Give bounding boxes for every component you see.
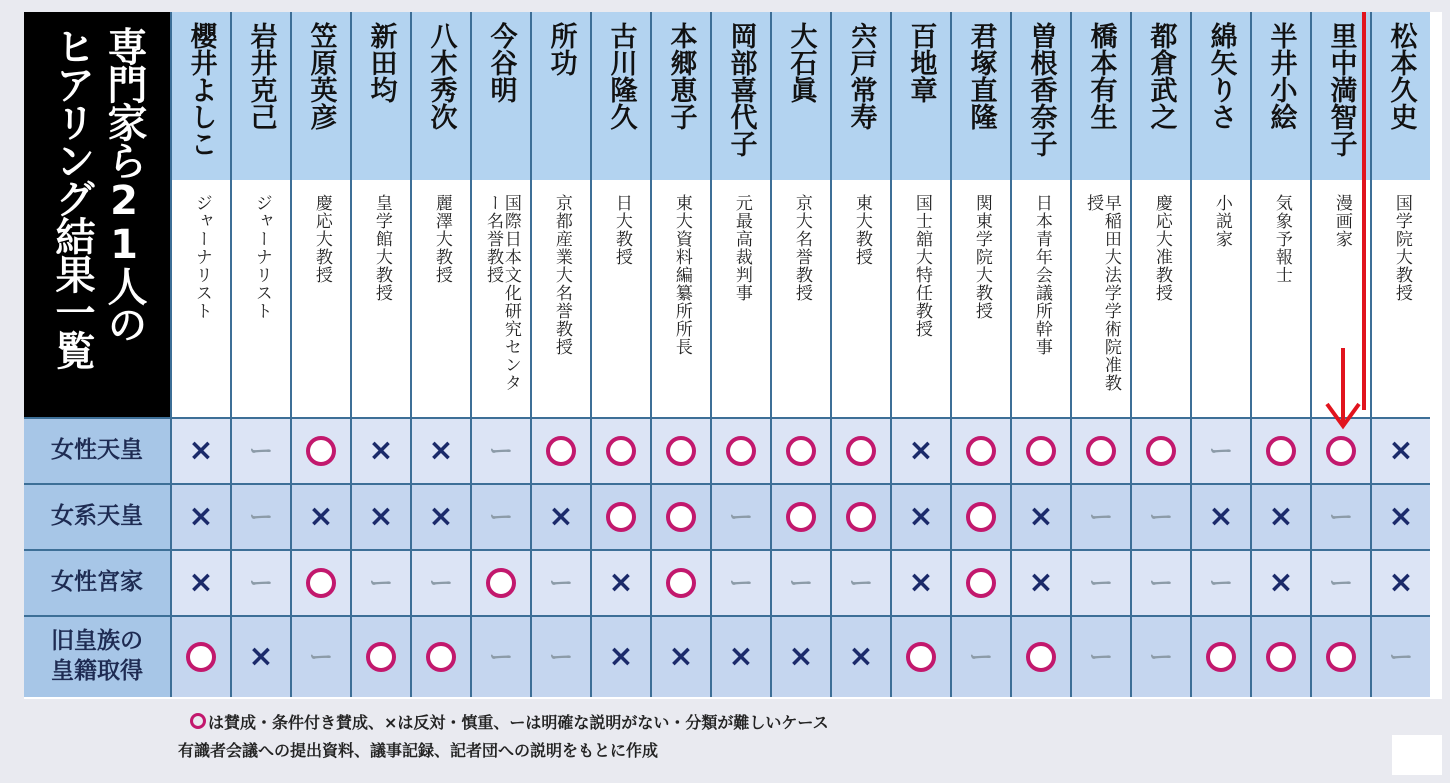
vote-cell bbox=[530, 417, 590, 483]
expert-name: 半井小絵 bbox=[1265, 22, 1297, 130]
unclear-dash-icon: ー bbox=[249, 503, 273, 531]
unclear-dash-icon: ー bbox=[489, 437, 513, 465]
approve-circle-icon bbox=[1026, 436, 1056, 466]
vote-cell bbox=[1070, 483, 1130, 549]
unclear-dash-icon: ー bbox=[309, 643, 333, 671]
vote-cell bbox=[470, 483, 530, 549]
unclear-dash-icon: ー bbox=[1329, 503, 1353, 531]
name-header-cell bbox=[230, 12, 290, 180]
vote-cell bbox=[890, 483, 950, 549]
approve-circle-icon bbox=[966, 502, 996, 532]
oppose-cross-icon: × bbox=[728, 639, 754, 674]
oppose-cross-icon: × bbox=[368, 433, 394, 468]
approve-circle-icon bbox=[786, 502, 816, 532]
oppose-cross-icon: × bbox=[1268, 499, 1294, 534]
role-header-cell bbox=[590, 180, 650, 418]
oppose-cross-icon: × bbox=[608, 565, 634, 600]
oppose-cross-icon: × bbox=[788, 639, 814, 674]
approve-circle-icon bbox=[186, 642, 216, 672]
oppose-cross-icon: × bbox=[1268, 565, 1294, 600]
oppose-cross-icon: × bbox=[308, 499, 334, 534]
expert-name: 所功 bbox=[545, 22, 577, 76]
role-header-cell bbox=[470, 180, 530, 418]
approve-circle-icon bbox=[1146, 436, 1176, 466]
vote-cell bbox=[1250, 615, 1310, 697]
expert-role: 気象予報士 bbox=[1271, 194, 1292, 284]
expert-name: 里中満智子 bbox=[1325, 22, 1357, 157]
expert-name: 八木秀次 bbox=[425, 22, 457, 130]
row-label: 女性宮家 bbox=[24, 549, 170, 615]
vote-cell bbox=[1370, 549, 1430, 615]
vote-cell bbox=[1190, 483, 1250, 549]
vote-cell bbox=[410, 615, 470, 697]
name-header-cell bbox=[530, 12, 590, 180]
expert-role: 麗澤大教授 bbox=[431, 194, 452, 284]
vote-cell bbox=[290, 483, 350, 549]
vote-cell bbox=[710, 417, 770, 483]
vote-cell bbox=[470, 549, 530, 615]
approve-circle-icon bbox=[366, 642, 396, 672]
vote-cell bbox=[410, 417, 470, 483]
role-header-cell bbox=[1130, 180, 1190, 418]
unclear-dash-icon: ー bbox=[849, 569, 873, 597]
vote-cell bbox=[530, 549, 590, 615]
expert-role: ジャーナリスト bbox=[191, 194, 212, 320]
name-header-cell bbox=[1190, 12, 1250, 180]
vote-cell bbox=[1250, 417, 1310, 483]
vote-cell bbox=[1010, 615, 1070, 697]
role-header-cell bbox=[770, 180, 830, 418]
approve-circle-icon bbox=[1326, 436, 1356, 466]
expert-name: 百地章 bbox=[905, 22, 937, 103]
vote-cell bbox=[1310, 615, 1370, 697]
vote-cell bbox=[170, 417, 230, 483]
approve-circle-icon bbox=[1266, 642, 1296, 672]
vote-cell bbox=[950, 615, 1010, 697]
role-header-cell bbox=[710, 180, 770, 418]
approve-circle-icon bbox=[1326, 642, 1356, 672]
expert-name: 岩井克己 bbox=[245, 22, 277, 130]
approve-circle-icon bbox=[966, 436, 996, 466]
role-header-cell bbox=[830, 180, 890, 418]
unclear-dash-icon: ー bbox=[369, 569, 393, 597]
oppose-cross-icon: × bbox=[1028, 565, 1054, 600]
vote-cell bbox=[530, 615, 590, 697]
name-header-cell bbox=[1070, 12, 1130, 180]
expert-name: 宍戸常寿 bbox=[845, 22, 877, 130]
vote-cell bbox=[1010, 417, 1070, 483]
oppose-cross-icon: × bbox=[1028, 499, 1054, 534]
approve-circle-icon bbox=[1266, 436, 1296, 466]
vote-cell bbox=[1130, 615, 1190, 697]
unclear-dash-icon: ー bbox=[429, 569, 453, 597]
name-header-cell bbox=[1010, 12, 1070, 180]
vote-cell bbox=[1190, 615, 1250, 697]
oppose-cross-icon: × bbox=[848, 639, 874, 674]
role-header-cell bbox=[290, 180, 350, 418]
role-header-cell bbox=[170, 180, 230, 418]
expert-name: 古川隆久 bbox=[605, 22, 637, 130]
oppose-cross-icon: × bbox=[1208, 499, 1234, 534]
approve-circle-icon bbox=[306, 568, 336, 598]
approve-circle-icon bbox=[846, 502, 876, 532]
row-label: 女性天皇 bbox=[24, 417, 170, 483]
vote-cell bbox=[830, 615, 890, 697]
approve-circle-icon bbox=[606, 436, 636, 466]
expert-role: 東大教授 bbox=[851, 194, 872, 266]
vote-cell bbox=[650, 417, 710, 483]
approve-circle-icon bbox=[546, 436, 576, 466]
vote-cell bbox=[890, 549, 950, 615]
name-header-cell bbox=[830, 12, 890, 180]
vote-cell bbox=[350, 615, 410, 697]
oppose-cross-icon: × bbox=[908, 499, 934, 534]
approve-circle-icon bbox=[846, 436, 876, 466]
name-header-cell bbox=[650, 12, 710, 180]
vote-cell bbox=[350, 417, 410, 483]
role-header-cell bbox=[410, 180, 470, 418]
role-header-cell bbox=[890, 180, 950, 418]
oppose-cross-icon: × bbox=[248, 639, 274, 674]
name-header-cell bbox=[470, 12, 530, 180]
expert-role: 元最高裁判事 bbox=[731, 194, 752, 302]
vote-cell bbox=[770, 615, 830, 697]
name-header-cell bbox=[1310, 12, 1370, 180]
unclear-dash-icon: ー bbox=[1089, 569, 1113, 597]
vote-cell bbox=[1310, 483, 1370, 549]
oppose-cross-icon: × bbox=[548, 499, 574, 534]
approve-circle-icon bbox=[486, 568, 516, 598]
expert-role: 皇学館大教授 bbox=[371, 194, 392, 302]
vote-cell bbox=[590, 549, 650, 615]
expert-role: 東大資料編纂所所長 bbox=[671, 194, 692, 356]
approve-circle-icon bbox=[426, 642, 456, 672]
name-header-cell bbox=[770, 12, 830, 180]
expert-role: 関東学院大教授 bbox=[971, 194, 992, 320]
oppose-cross-icon: × bbox=[908, 565, 934, 600]
row-label: 女系天皇 bbox=[24, 483, 170, 549]
vote-cell bbox=[230, 417, 290, 483]
role-header-cell bbox=[1370, 180, 1430, 418]
vote-cell bbox=[1190, 417, 1250, 483]
expert-name: 櫻井よしこ bbox=[185, 22, 217, 157]
oppose-cross-icon: × bbox=[368, 499, 394, 534]
name-header-cell bbox=[1250, 12, 1310, 180]
table-title bbox=[24, 12, 170, 417]
expert-name: 笠原英彦 bbox=[305, 22, 337, 130]
role-header-cell bbox=[1190, 180, 1250, 418]
oppose-cross-icon: × bbox=[608, 639, 634, 674]
annotation-arrow-icon bbox=[1321, 346, 1365, 430]
vote-cell bbox=[650, 483, 710, 549]
vote-cell bbox=[1250, 483, 1310, 549]
vote-cell bbox=[770, 549, 830, 615]
unclear-dash-icon: ー bbox=[1329, 569, 1353, 597]
role-header-cell bbox=[230, 180, 290, 418]
vote-cell bbox=[410, 549, 470, 615]
unclear-dash-icon: ー bbox=[729, 569, 753, 597]
vote-cell bbox=[290, 417, 350, 483]
vote-cell bbox=[470, 417, 530, 483]
expert-role: 日大教授 bbox=[611, 194, 632, 266]
corner-patch bbox=[1392, 735, 1442, 775]
expert-name: 岡部喜代子 bbox=[725, 22, 757, 157]
expert-name: 大石眞 bbox=[785, 22, 817, 103]
vote-cell bbox=[890, 615, 950, 697]
expert-name: 橋本有生 bbox=[1085, 22, 1117, 130]
results-table bbox=[24, 12, 1442, 699]
approve-circle-icon bbox=[306, 436, 336, 466]
unclear-dash-icon: ー bbox=[249, 569, 273, 597]
approve-circle-icon bbox=[786, 436, 816, 466]
unclear-dash-icon: ー bbox=[1089, 503, 1113, 531]
unclear-dash-icon: ー bbox=[489, 503, 513, 531]
expert-role: 京都産業大名誉教授 bbox=[551, 194, 572, 356]
oppose-cross-icon: × bbox=[1388, 433, 1414, 468]
approve-circle-icon bbox=[1026, 642, 1056, 672]
vote-cell bbox=[1250, 549, 1310, 615]
vote-cell bbox=[770, 483, 830, 549]
unclear-dash-icon: ー bbox=[549, 643, 573, 671]
oppose-cross-icon: × bbox=[1388, 499, 1414, 534]
unclear-dash-icon: ー bbox=[729, 503, 753, 531]
vote-cell bbox=[590, 483, 650, 549]
vote-cell bbox=[590, 417, 650, 483]
unclear-dash-icon: ー bbox=[489, 643, 513, 671]
expert-name: 松本久史 bbox=[1385, 22, 1417, 130]
vote-cell bbox=[170, 615, 230, 697]
vote-cell bbox=[950, 549, 1010, 615]
vote-cell bbox=[170, 483, 230, 549]
vote-cell bbox=[710, 483, 770, 549]
approve-circle-icon bbox=[666, 568, 696, 598]
unclear-dash-icon: ー bbox=[1149, 643, 1173, 671]
oppose-cross-icon: × bbox=[188, 565, 214, 600]
vote-cell bbox=[230, 549, 290, 615]
approve-circle-icon bbox=[966, 568, 996, 598]
expert-role: 慶応大教授 bbox=[311, 194, 332, 284]
expert-role: 小説家 bbox=[1211, 194, 1232, 248]
vote-cell bbox=[1130, 483, 1190, 549]
role-header-cell bbox=[1250, 180, 1310, 418]
approve-circle-icon bbox=[726, 436, 756, 466]
role-header-cell bbox=[650, 180, 710, 418]
vote-cell bbox=[1370, 483, 1430, 549]
approve-circle-icon bbox=[906, 642, 936, 672]
expert-name: 綿矢りさ bbox=[1205, 22, 1237, 130]
vote-cell bbox=[1070, 417, 1130, 483]
oppose-cross-icon: × bbox=[188, 499, 214, 534]
role-header-cell bbox=[950, 180, 1010, 418]
expert-role: 国士舘大特任教授 bbox=[911, 194, 932, 338]
vote-cell bbox=[830, 549, 890, 615]
vote-cell bbox=[470, 615, 530, 697]
vote-cell bbox=[350, 483, 410, 549]
row-label: 旧皇族の 皇籍取得 bbox=[24, 615, 170, 697]
vote-cell bbox=[1190, 549, 1250, 615]
vote-cell bbox=[950, 417, 1010, 483]
unclear-dash-icon: ー bbox=[1149, 503, 1173, 531]
vote-cell bbox=[950, 483, 1010, 549]
vote-cell bbox=[1130, 417, 1190, 483]
vote-cell bbox=[650, 615, 710, 697]
name-header-cell bbox=[290, 12, 350, 180]
name-header-cell bbox=[170, 12, 230, 180]
role-header-cell bbox=[530, 180, 590, 418]
role-header-cell bbox=[1070, 180, 1130, 418]
vote-cell bbox=[830, 417, 890, 483]
legend-note bbox=[190, 710, 829, 733]
role-header-cell bbox=[1010, 180, 1070, 418]
expert-role: 国際日本文化研究センター名誉教授 bbox=[483, 194, 521, 392]
vote-cell bbox=[530, 483, 590, 549]
vote-cell bbox=[1010, 483, 1070, 549]
expert-role: 国学院大教授 bbox=[1391, 194, 1412, 302]
expert-name: 曽根香奈子 bbox=[1025, 22, 1057, 157]
name-header-cell bbox=[410, 12, 470, 180]
vote-cell bbox=[290, 615, 350, 697]
vote-cell bbox=[830, 483, 890, 549]
unclear-dash-icon: ー bbox=[1209, 569, 1233, 597]
name-header-cell bbox=[590, 12, 650, 180]
expert-role: 京大名誉教授 bbox=[791, 194, 812, 302]
approve-circle-icon bbox=[606, 502, 636, 532]
vote-cell bbox=[890, 417, 950, 483]
vote-cell bbox=[290, 549, 350, 615]
name-header-cell bbox=[350, 12, 410, 180]
vote-cell bbox=[230, 483, 290, 549]
name-header-cell bbox=[710, 12, 770, 180]
role-header-cell bbox=[350, 180, 410, 418]
unclear-dash-icon: ー bbox=[1089, 643, 1113, 671]
vote-cell bbox=[1130, 549, 1190, 615]
expert-name: 君塚直隆 bbox=[965, 22, 997, 130]
unclear-dash-icon: ー bbox=[1149, 569, 1173, 597]
approve-circle-icon bbox=[1086, 436, 1116, 466]
oppose-cross-icon: × bbox=[188, 433, 214, 468]
vote-cell bbox=[1310, 549, 1370, 615]
vote-cell bbox=[770, 417, 830, 483]
expert-role: 早稲田大法学学術院准教授 bbox=[1083, 194, 1121, 392]
unclear-dash-icon: ー bbox=[1389, 643, 1413, 671]
unclear-dash-icon: ー bbox=[969, 643, 993, 671]
vote-cell bbox=[1070, 549, 1130, 615]
vote-cell bbox=[710, 615, 770, 697]
name-header-cell bbox=[890, 12, 950, 180]
oppose-cross-icon: × bbox=[908, 433, 934, 468]
name-header-cell bbox=[950, 12, 1010, 180]
expert-name: 都倉武之 bbox=[1145, 22, 1177, 130]
vote-cell bbox=[230, 615, 290, 697]
approve-circle-icon bbox=[190, 713, 206, 729]
unclear-dash-icon: ー bbox=[789, 569, 813, 597]
vote-cell bbox=[1370, 417, 1430, 483]
unclear-dash-icon: ー bbox=[549, 569, 573, 597]
expert-role: ジャーナリスト bbox=[251, 194, 272, 320]
oppose-cross-icon: × bbox=[668, 639, 694, 674]
vote-cell bbox=[1370, 615, 1430, 697]
expert-name: 今谷明 bbox=[485, 22, 517, 103]
vote-cell bbox=[650, 549, 710, 615]
vote-cell bbox=[170, 549, 230, 615]
vote-cell bbox=[1070, 615, 1130, 697]
source-note: 有識者会議への提出資料、議事記録、記者団への説明をもとに作成 bbox=[178, 741, 659, 760]
approve-circle-icon bbox=[666, 436, 696, 466]
unclear-dash-icon: ー bbox=[1209, 437, 1233, 465]
title-line-2: ヒアリング結果一覧 bbox=[49, 26, 95, 368]
title-line-1: 専門家ら21人の bbox=[101, 26, 147, 342]
vote-cell bbox=[1010, 549, 1070, 615]
expert-role: 慶応大准教授 bbox=[1151, 194, 1172, 302]
unclear-dash-icon: ー bbox=[249, 437, 273, 465]
vote-cell bbox=[710, 549, 770, 615]
oppose-cross-icon: × bbox=[428, 499, 454, 534]
name-header-cell bbox=[1130, 12, 1190, 180]
oppose-cross-icon: × bbox=[428, 433, 454, 468]
expert-role: 漫画家 bbox=[1331, 194, 1352, 248]
vote-cell bbox=[590, 615, 650, 697]
expert-name: 本郷恵子 bbox=[665, 22, 697, 130]
expert-role: 日本青年会議所幹事 bbox=[1031, 194, 1052, 356]
approve-circle-icon bbox=[1206, 642, 1236, 672]
vote-cell bbox=[410, 483, 470, 549]
name-header-cell bbox=[1370, 12, 1430, 180]
expert-name: 新田均 bbox=[365, 22, 397, 103]
legend-text: は賛成・条件付き賛成、×は反対・慎重、ーは明確な説明がない・分類が難しいケース bbox=[208, 713, 829, 732]
vote-cell bbox=[350, 549, 410, 615]
approve-circle-icon bbox=[666, 502, 696, 532]
oppose-cross-icon: × bbox=[1388, 565, 1414, 600]
